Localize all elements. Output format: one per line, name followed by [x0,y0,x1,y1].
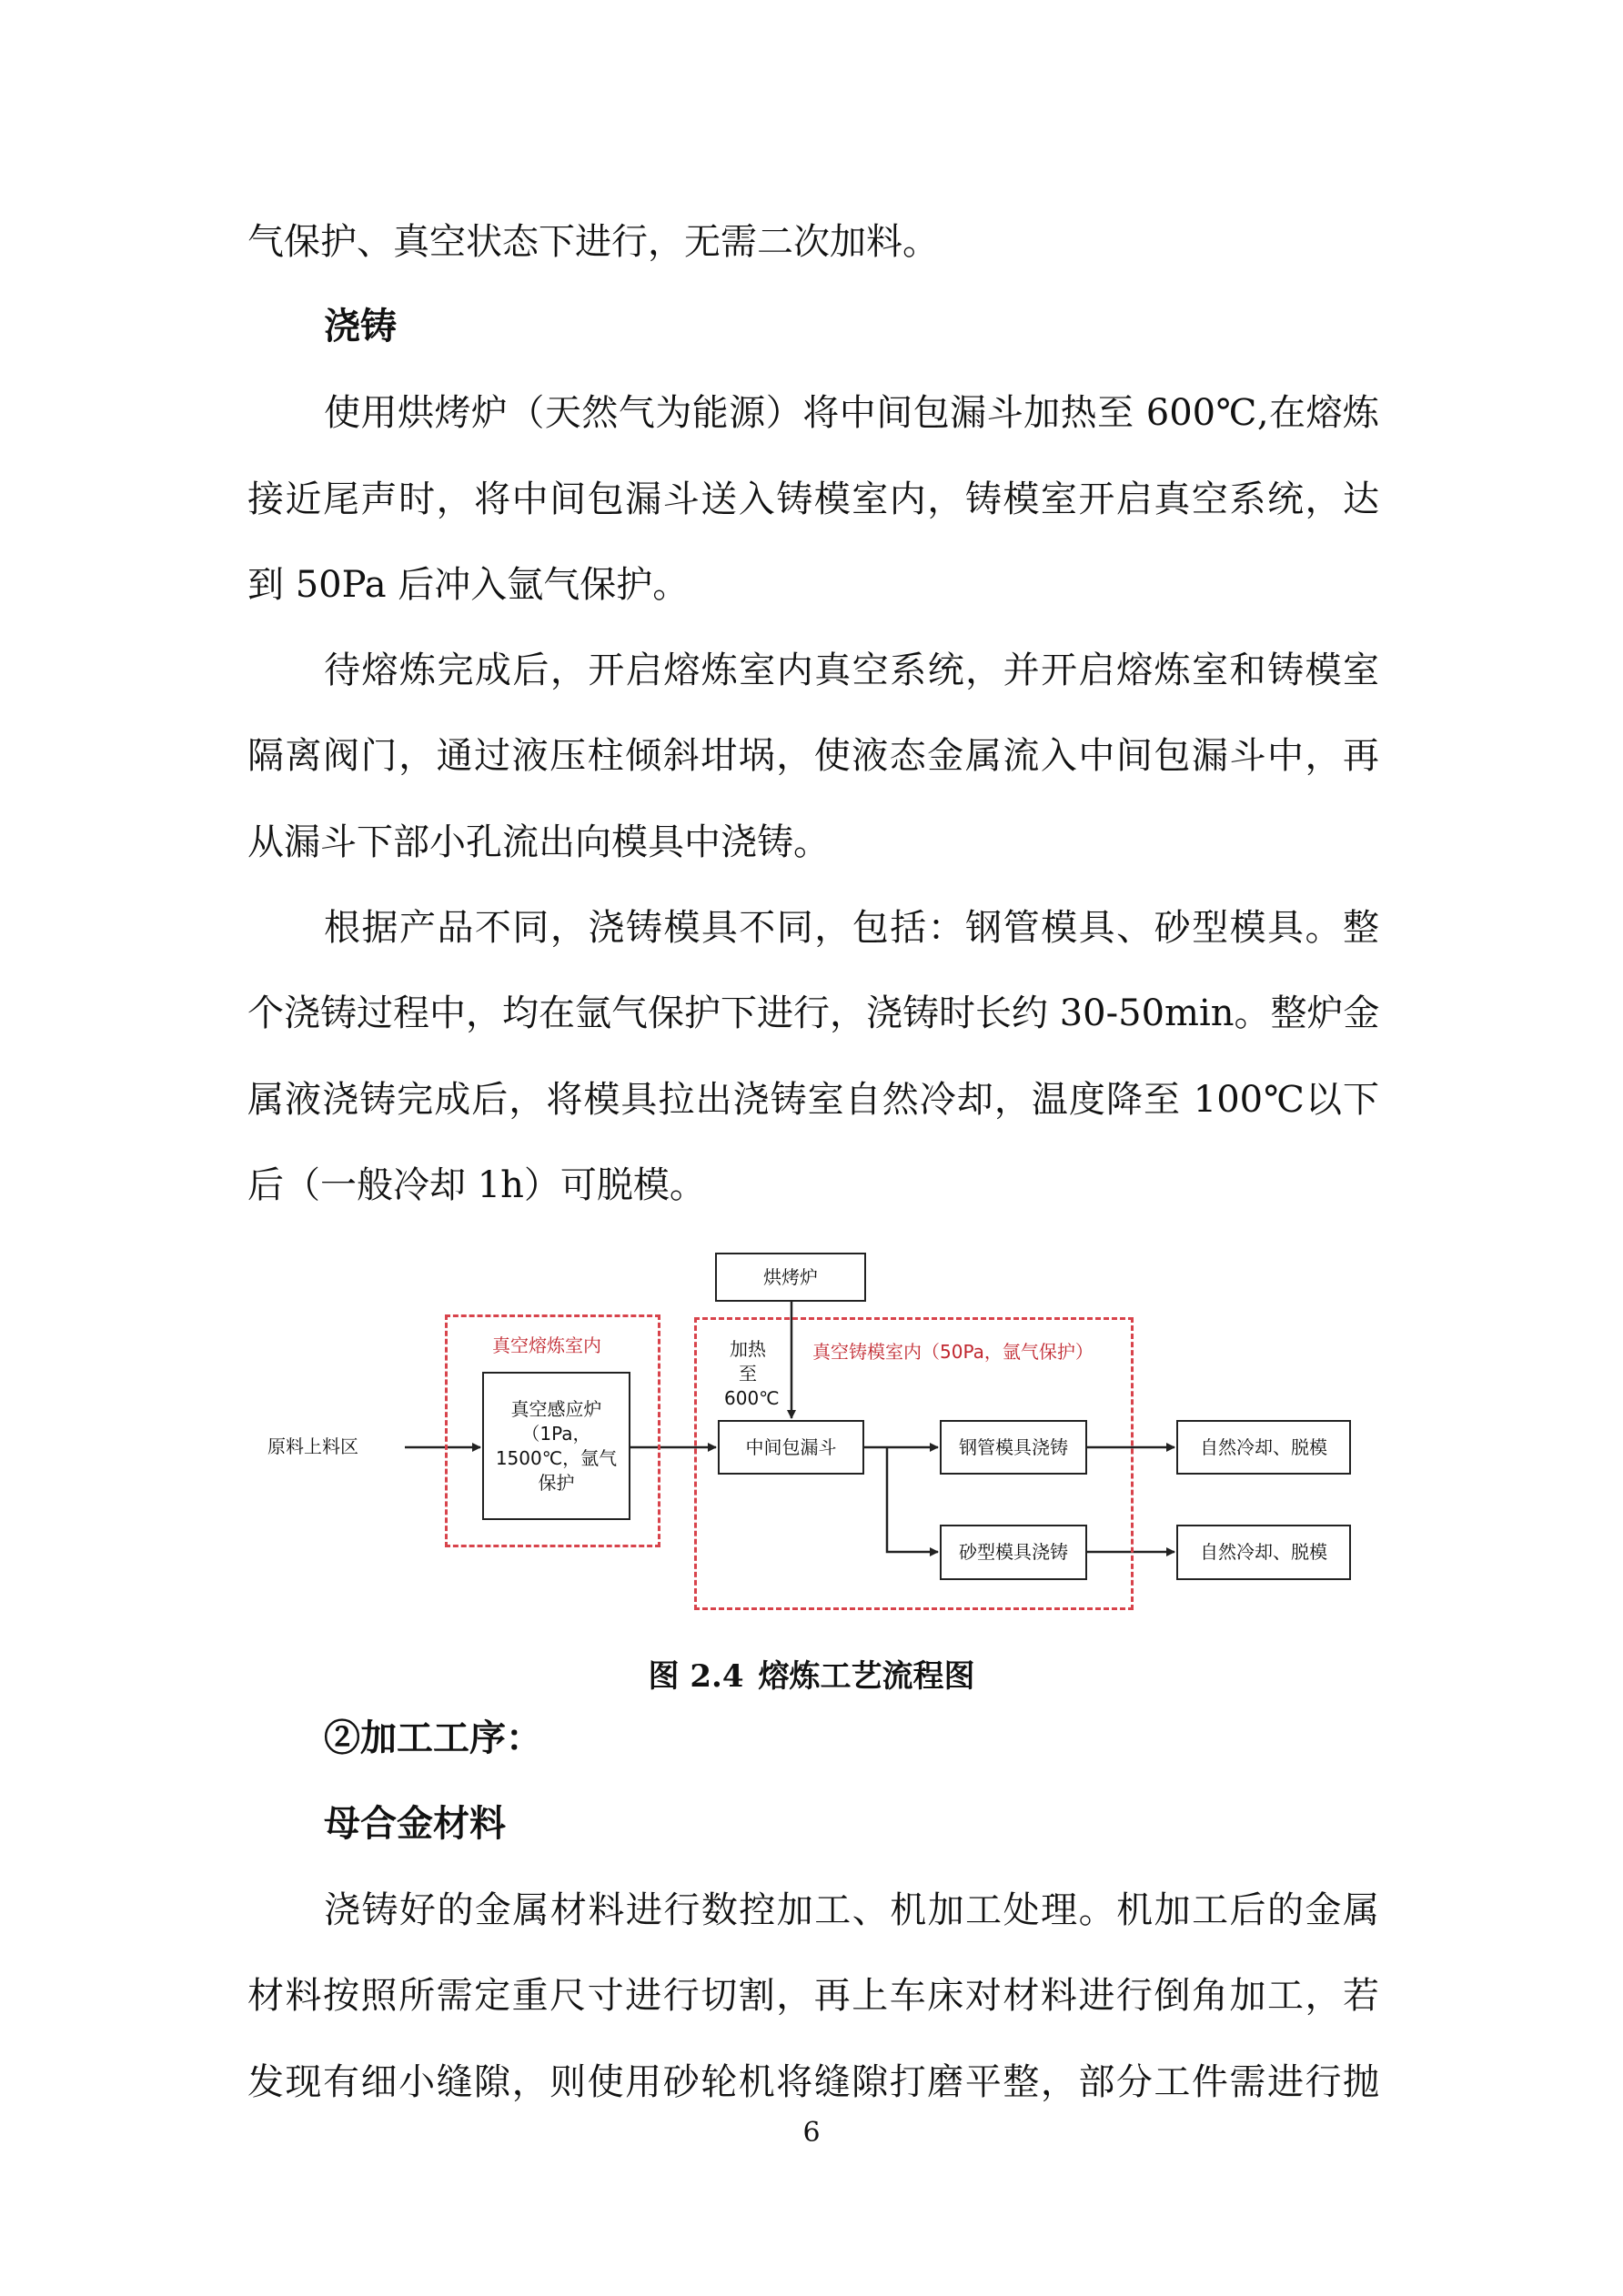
text-line: 从漏斗下部小孔流出向模具中浇铸。 [247,821,830,863]
figure-caption [0,1651,1623,1696]
furnace-label-line: 真空感应炉 [510,1397,602,1420]
text-line: 后（一般冷却 1h）可脱模。 [247,1164,706,1206]
section-heading-processing: ②加工工序： [324,1717,542,1759]
figure-caption-number: 图 2.4 [648,1658,744,1695]
text-line: 材料按照所需定重尺寸进行切割，再上车床对材料进行倒角加工，若 [247,1975,1379,2017]
text-line: 接近尾声时，将中间包漏斗送入铸模室内，铸模室开启真空系统，达 [247,478,1379,520]
baking-oven-label: 烘烤炉 [763,1265,818,1288]
furnace-label-line: （1Pa， [521,1422,591,1445]
heating-note-line: 600℃ [724,1387,780,1409]
text-line: 属液浇铸完成后，将模具拉出浇铸室自然冷却，温度降至 100℃以下 [247,1079,1379,1121]
natural-cooling-label: 自然冷却、脱模 [1200,1541,1327,1563]
text-line: 气保护、真空状态下进行，无需二次加料。 [247,221,939,263]
sand-mold-casting-label: 砂型模具浇铸 [959,1541,1068,1563]
text-line: 浇铸好的金属材料进行数控加工、机加工处理。机加工后的金属 [324,1889,1379,1931]
tundish-label: 中间包漏斗 [745,1435,837,1458]
vacuum-induction-furnace-box [482,1372,630,1520]
sand-mold-casting-box [940,1525,1087,1580]
furnace-label-line: 1500℃，氩气 [495,1446,618,1469]
text-line: 到 50Pa 后冲入氩气保护。 [247,564,690,606]
text-line: 隔离阀门，通过液压柱倾斜坩埚，使液态金属流入中间包漏斗中，再 [247,735,1379,777]
heating-note [724,1337,780,1411]
furnace-label-line: 保护 [538,1471,575,1494]
heating-note-line: 至 [739,1363,757,1385]
text-line: 个浇铸过程中，均在氩气保护下进行，浇铸时长约 30-50min。整炉金 [247,992,1380,1034]
natural-cooling-label: 自然冷却、脱模 [1200,1435,1327,1458]
raw-material-area-label: 原料上料区 [267,1435,358,1457]
natural-cooling-box-1 [1176,1420,1351,1475]
natural-cooling-box-2 [1176,1525,1351,1580]
section-heading-master-alloy: 母合金材料 [324,1802,506,1845]
tundish-box [718,1420,864,1475]
vacuum-casting-chamber-label: 真空铸模室内（50Pa，氩气保护） [812,1341,1094,1363]
text-line: 使用烘烤炉（天然气为能源）将中间包漏斗加热至 600℃,在熔炼 [324,392,1379,434]
text-line: 待熔炼完成后，开启熔炼室内真空系统，并开启熔炼室和铸模室 [324,650,1379,691]
steel-mold-casting-box [940,1420,1087,1475]
heating-note-line: 加热 [730,1338,766,1360]
text-line: 根据产品不同，浇铸模具不同，包括：钢管模具、砂型模具。整 [324,907,1379,949]
page-number: 6 [802,2117,821,2149]
text-line: 发现有细小缝隙，则使用砂轮机将缝隙打磨平整，部分工件需进行抛 [247,2061,1379,2103]
steel-mold-casting-label: 钢管模具浇铸 [959,1435,1068,1458]
figure-caption-text: 熔炼工艺流程图 [758,1658,975,1695]
baking-oven-box [715,1253,866,1302]
section-heading-casting: 浇铸 [324,305,397,347]
vacuum-melting-chamber-label: 真空熔炼室内 [492,1334,601,1356]
